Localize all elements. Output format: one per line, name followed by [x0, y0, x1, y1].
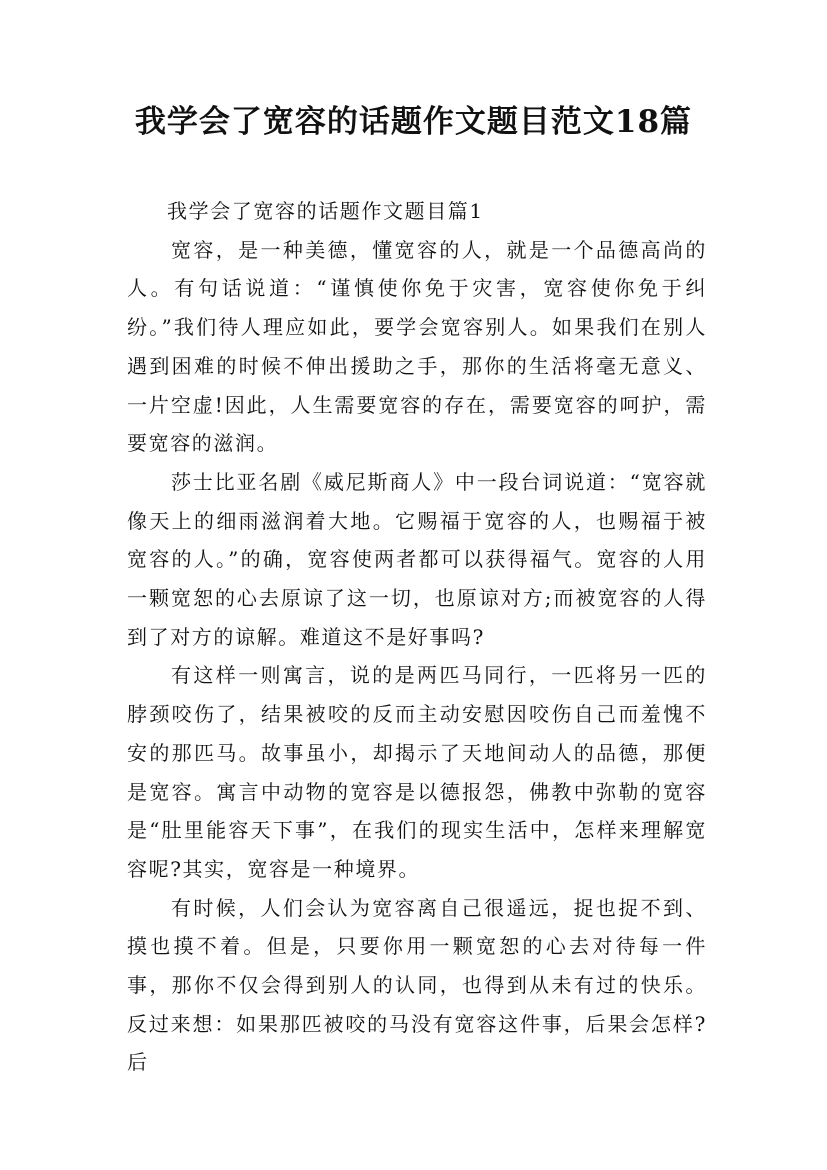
paragraph-2: 莎士比亚名剧《威尼斯商人》中一段台词说道：“宽容就像天上的细雨滋润着大地。它赐福于宽容的人，也赐福于被宽容的人。”的确，宽容使两者都可以获得福气。宽容的人用一颗宽恕的心去原谅了这一切，也原谅对方;而被宽容的人得到了对方的谅解。难道这不是好事吗?: [127, 469, 707, 649]
paragraph-4: 有时候，人们会认为宽容离自己很遥远，捉也捉不到、摸也摸不着。但是，只要你用一颗宽恕的心去对待每一件事，那你不仅会得到别人的认同，也得到从未有过的快乐。反过来想：如果那匹被咬的马没有宽容这件事，后果会怎样?后: [127, 895, 707, 1075]
paragraph-3: 有这样一则寓言，说的是两匹马同行，一匹将另一匹的脖颈咬伤了，结果被咬的反而主动安慰因咬伤自己而羞愧不安的那匹马。故事虽小，却揭示了天地间动人的品德，那便是宽容。寓言中动物的宽容是以德报怨，佛教中弥勒的宽容是“肚里能容天下事”，在我们的现实生活中，怎样来理解宽容呢?其实，宽容是一种境界。: [127, 663, 707, 881]
paragraph-1: 宽容，是一种美德，懂宽容的人，就是一个品德高尚的人。有句话说道：“谨慎使你免于灾害，宽容使你免于纠纷。”我们待人理应如此，要学会宽容别人。如果我们在别人遇到困难的时候不伸出援助之手，那你的生活将毫无意义、一片空虚!因此，人生需要宽容的存在，需要宽容的呵护，需要宽容的滋润。: [127, 237, 707, 456]
document-title: 我学会了宽容的话题作文题目范文18篇: [134, 104, 693, 140]
section-heading: 我学会了宽容的话题作文题目篇1: [167, 199, 484, 223]
document-body: [127, 192, 707, 1082]
